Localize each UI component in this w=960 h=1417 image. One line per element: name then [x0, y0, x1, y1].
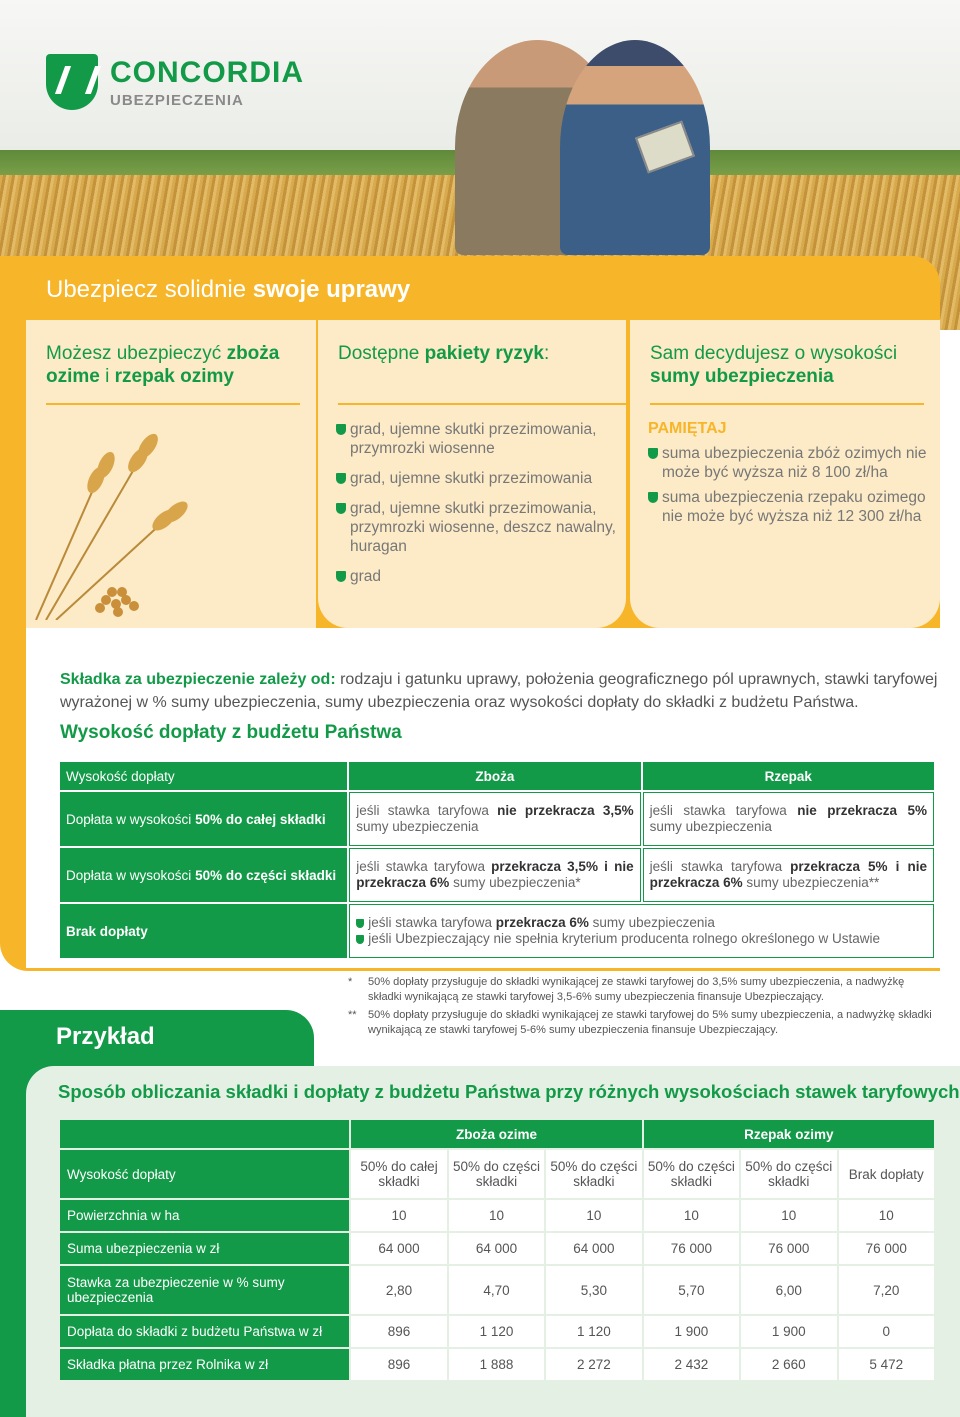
- table-cell: 10: [449, 1200, 544, 1231]
- green-side-bar: [0, 1066, 26, 1417]
- table-cell: 7,20: [839, 1266, 934, 1314]
- table-row: [60, 792, 934, 846]
- brand-sub: UBEZPIECZENIA: [110, 91, 244, 109]
- column-header: 50% do części składki: [546, 1150, 641, 1198]
- table-cell: 10: [351, 1200, 446, 1231]
- table-cell: 2 272: [546, 1349, 641, 1380]
- footnote: ** 50% dopłaty przysługuje do składki wynikającej ze stawki taryfowej do 5% sumy ubezpieczenia, a nadwyżkę składki wynikającą ze stawki taryfowej 5-6% sumy ubezpieczenia finansuje Ubezpieczający.: [348, 1009, 932, 1036]
- remember-box: [648, 420, 940, 532]
- list-item: grad, ujemne skutki przezimowania: [336, 469, 626, 488]
- footnote: * 50% dopłaty przysługuje do składki wynikającej ze stawki taryfowej do 3,5% sumy ubezpieczenia, a nadwyżkę składki wynikającą ze stawki taryfowej 3,5-6% sumy ubezpieczenia finansuje Ubezpieczający.: [348, 976, 905, 1003]
- table-header: Rzepak: [643, 762, 934, 790]
- row-label: Powierzchnia w ha: [60, 1200, 349, 1231]
- premium-description: Składka za ubezpieczenie zależy od: rodzaju i gatunku uprawy, położenia geograficznego pól uprawnych, stawki taryfowej wyrażonej w % sumy ubezpieczenia, sumy ubezpieczenia oraz wysokości dopłaty do składki z budżetu Państwa.: [60, 671, 938, 711]
- panel-risk-packages: [318, 320, 626, 628]
- remember-heading: PAMIĘTAJ: [648, 420, 727, 437]
- table-cell: jeśli stawka taryfowa przekracza 3,5% i nie przekracza 6% sumy ubezpieczenia*: [349, 848, 640, 902]
- panel-crops: [26, 320, 316, 628]
- shield-bullet-icon: [336, 571, 346, 582]
- column-header: 50% do całej składki: [351, 1150, 446, 1198]
- table-cell: jeśli stawka taryfowa nie przekracza 5% sumy ubezpieczenia: [643, 792, 934, 846]
- table-cell: 76 000: [839, 1233, 934, 1264]
- row-label: Dopłata do składki z budżetu Państwa w zł: [60, 1316, 349, 1347]
- subsidy-table: [58, 760, 936, 960]
- column-header: 50% do części składki: [741, 1150, 836, 1198]
- table-cell: 10: [741, 1200, 836, 1231]
- shield-bullet-icon: [336, 473, 346, 484]
- row-label: Dopłata w wysokości 50% do części składki: [60, 848, 347, 902]
- table-cell: 5,30: [546, 1266, 641, 1314]
- divider: [650, 403, 924, 405]
- brand-name: CONCORDIA: [110, 55, 304, 89]
- row-label: Dopłata w wysokości 50% do całej składki: [60, 792, 347, 846]
- shield-bullet-icon: [336, 424, 346, 435]
- footnotes: [348, 975, 938, 1041]
- table-cell: 5 472: [839, 1349, 934, 1380]
- shield-bullet-icon: [648, 448, 658, 459]
- table-cell: 64 000: [449, 1233, 544, 1264]
- table-cell: 76 000: [741, 1233, 836, 1264]
- table-row: [60, 1316, 934, 1347]
- divider: [338, 403, 626, 405]
- table-cell: 10: [644, 1200, 739, 1231]
- table-row: [60, 904, 934, 958]
- table-cell: 2 432: [644, 1349, 739, 1380]
- headline: Ubezpiecz solidnie swoje uprawy: [46, 276, 411, 303]
- example-tab: Przykład: [0, 1010, 314, 1066]
- row-label: Brak dopłaty: [60, 904, 347, 958]
- wheat-ears-illustration: [26, 420, 206, 620]
- table-cell: 2 660: [741, 1349, 836, 1380]
- table-cell: 1 900: [644, 1316, 739, 1347]
- table-header: Wysokość dopłaty: [60, 762, 347, 790]
- list-item: grad, ujemne skutki przezimowania, przymrozki wiosenne: [336, 420, 626, 458]
- table-row: [60, 1233, 934, 1264]
- table-cell: 5,70: [644, 1266, 739, 1314]
- table-cell: 10: [546, 1200, 641, 1231]
- table-cell: 10: [839, 1200, 934, 1231]
- table-cell: 896: [351, 1316, 446, 1347]
- row-label: Wysokość dopłaty: [60, 1150, 349, 1198]
- panel-sum-insured: [630, 320, 940, 628]
- shield-bullet-icon: [356, 919, 364, 928]
- table-cell: 64 000: [546, 1233, 641, 1264]
- panel-crops-title: Możesz ubezpieczyć zboża ozime i rzepak ozimy: [46, 343, 280, 387]
- column-header: Brak dopłaty: [839, 1150, 934, 1198]
- table-cell: jeśli stawka taryfowa nie przekracza 3,5% sumy ubezpieczenia: [349, 792, 640, 846]
- table-row: [60, 1266, 934, 1314]
- table-cell: 896: [351, 1349, 446, 1380]
- row-label: Stawka za ubezpieczenie w % sumy ubezpieczenia: [60, 1266, 349, 1314]
- table-header-blank: [60, 1120, 349, 1148]
- panel-risk-title: Dostępne pakiety ryzyk:: [338, 343, 550, 364]
- table-cell: 1 900: [741, 1316, 836, 1347]
- table-header: Rzepak ozimy: [644, 1120, 934, 1148]
- subsidy-title: Wysokość dopłaty z budżetu Państwa: [60, 722, 402, 743]
- table-header: Zboża: [349, 762, 640, 790]
- table-row: [60, 848, 934, 902]
- column-header: 50% do części składki: [644, 1150, 739, 1198]
- table-cell: 1 120: [546, 1316, 641, 1347]
- risk-package-list: [336, 420, 626, 597]
- panel-sum-title: Sam decydujesz o wysokości sumy ubezpieczenia: [650, 343, 898, 387]
- table-header: Zboża ozime: [351, 1120, 641, 1148]
- row-label: Składka płatna przez Rolnika w zł: [60, 1349, 349, 1380]
- table-cell: jeśli stawka taryfowa przekracza 5% i nie przekracza 6% sumy ubezpieczenia**: [643, 848, 934, 902]
- list-item: suma ubezpieczenia zbóż ozimych nie może być wyższa niż 8 100 zł/ha: [648, 444, 940, 482]
- table-cell: 64 000: [351, 1233, 446, 1264]
- list-item: jeśli stawka taryfowa przekracza 6% sumy ubezpieczenia: [356, 915, 927, 931]
- table-cell: [349, 904, 934, 958]
- table-cell: 6,00: [741, 1266, 836, 1314]
- table-row: [60, 1150, 934, 1198]
- table-cell: 1 888: [449, 1349, 544, 1380]
- example-table: [58, 1118, 936, 1382]
- shield-bullet-icon: [336, 503, 346, 514]
- list-item: jeśli Ubezpieczający nie spełnia kryterium producenta rolnego określonego w Ustawie: [356, 931, 927, 947]
- table-cell: 4,70: [449, 1266, 544, 1314]
- concordia-logo[interactable]: [46, 54, 304, 110]
- list-item: grad: [336, 567, 626, 586]
- table-row: [60, 1200, 934, 1231]
- shield-logo-icon: [46, 54, 98, 110]
- table-cell: 2,80: [351, 1266, 446, 1314]
- divider: [46, 403, 300, 405]
- table-cell: 76 000: [644, 1233, 739, 1264]
- list-item: suma ubezpieczenia rzepaku ozimego nie może być wyższa niż 12 300 zł/ha: [648, 488, 940, 526]
- table-cell: 0: [839, 1316, 934, 1347]
- column-header: 50% do części składki: [449, 1150, 544, 1198]
- row-label: Suma ubezpieczenia w zł: [60, 1233, 349, 1264]
- example-title: Sposób obliczania składki i dopłaty z budżetu Państwa przy różnych wysokościach stawek taryfowych: [58, 1081, 960, 1102]
- shield-bullet-icon: [356, 935, 364, 944]
- table-row: [60, 1349, 934, 1380]
- list-item: grad, ujemne skutki przezimowania, przymrozki wiosenne, deszcz nawalny, huragan: [336, 499, 626, 556]
- shield-bullet-icon: [648, 492, 658, 503]
- table-cell: 1 120: [449, 1316, 544, 1347]
